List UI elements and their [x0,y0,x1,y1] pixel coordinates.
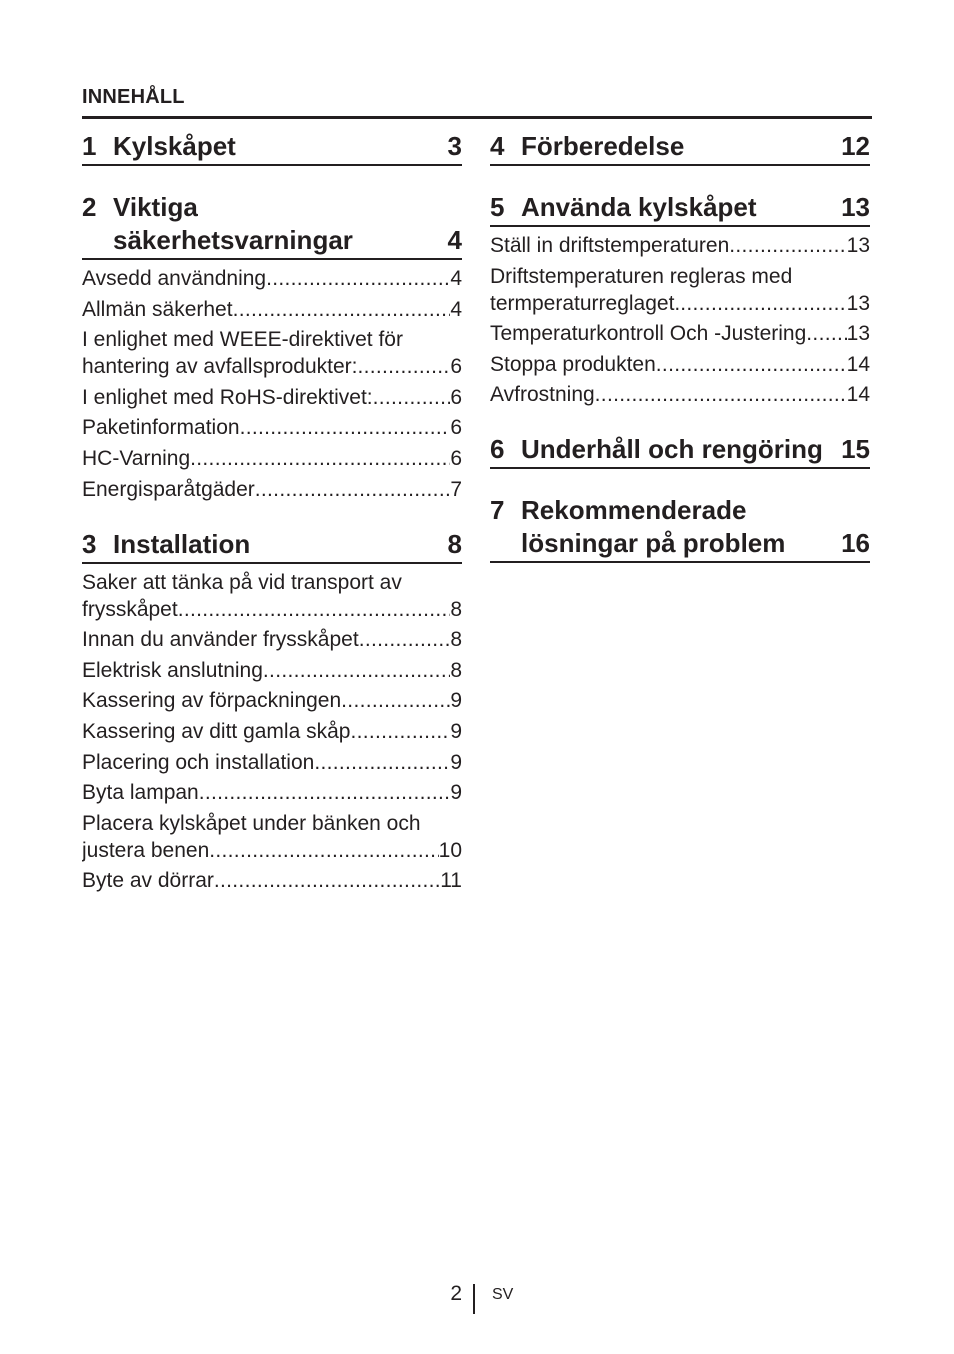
toc-entry[interactable] [82,476,462,503]
entry-page: 9 [450,750,462,774]
toc-entry[interactable] [82,296,462,323]
entry-page: 4 [450,267,462,290]
section-title [490,191,757,224]
page-number: 2 [450,1282,462,1305]
section-title-text [521,494,785,560]
entry-line [82,476,462,503]
entry-text: Innan du använder frysskåpet [82,628,359,652]
section-title [82,130,236,163]
dot-leader [656,351,847,378]
section-page: 8 [447,528,462,559]
toc-entry[interactable] [490,263,870,317]
entry-page: 6 [450,385,462,409]
section-number: 1 [82,131,97,161]
dot-leader [255,476,451,503]
dot-leader [350,718,450,745]
entry-line [82,837,462,864]
entry-line [82,867,462,894]
entry-text: HC-Varning [82,446,191,470]
toc-column-left [82,130,462,919]
toc-entry[interactable] [82,326,462,380]
section-page: 16 [841,528,870,559]
section-page: 12 [841,131,870,161]
section-heading[interactable] [82,130,462,166]
entry-text-line: Driftstemperaturen regleras med [490,264,793,288]
toc-entry[interactable] [82,265,462,292]
entry-text: Elektrisk anslutning [82,658,263,682]
entry-text: termperaturreglaget. [490,291,681,315]
entry-line [82,384,462,411]
dot-leader [209,837,438,864]
dot-leader [358,353,451,380]
entry-text: I enlighet med RoHS-direktivet: [82,385,373,409]
dot-leader [266,265,450,292]
section-title [490,433,823,466]
section-number: 4 [490,131,505,161]
toc-heading: INNEHÅLL [82,86,185,108]
entry-page: 6 [450,355,462,379]
entry-page: 13 [846,322,870,346]
toc-entry[interactable] [82,414,462,441]
entry-page: 9 [450,781,462,805]
dot-leader [233,296,451,323]
entry-text: Energisparåtgäder [82,477,255,501]
entry-page: 6 [450,416,462,440]
entry-page: 13 [846,291,870,315]
entry-page: 14 [846,352,870,376]
section-number: 3 [82,528,97,559]
page-footer [0,1282,954,1316]
dot-leader [214,867,440,894]
section-heading[interactable] [490,191,870,227]
entry-page: 13 [846,234,870,257]
entry-line [82,626,462,653]
section-title [490,494,785,560]
section-number: 5 [490,192,505,222]
toc-entry[interactable] [490,320,870,347]
entry-text: Avsedd användning [82,267,267,290]
entry-line [82,779,462,806]
section-page: 3 [447,131,462,161]
section-number: 6 [490,434,505,465]
entry-text-line: Saker att tänka på vid transport av [82,570,402,594]
entry-page: 10 [438,838,462,862]
section-title [82,191,353,257]
toc-entry[interactable] [82,687,462,714]
dot-leader [314,749,450,776]
heading-rule [82,116,872,119]
dot-leader [263,657,450,684]
entry-page: 11 [440,869,462,893]
entry-line [82,353,462,380]
toc-entry[interactable] [82,810,462,864]
dot-leader [729,232,846,259]
entry-line [82,718,462,745]
entry-text: Stoppa produkten [490,352,656,376]
section-title-text: Använda kylskåpet [521,192,757,222]
toc-entry[interactable] [82,749,462,776]
section-title-text [113,191,353,257]
entry-line [490,320,870,347]
toc-entry[interactable] [490,232,870,259]
toc-section-2[interactable] [82,191,462,503]
section-heading[interactable] [490,130,870,166]
entry-line [82,445,462,472]
section-page: 15 [841,434,870,465]
toc-entry[interactable] [82,779,462,806]
entry-page: 7 [450,477,462,501]
section-heading[interactable] [490,494,870,563]
dot-leader [240,414,451,441]
entry-text: Kassering av förpackningen [82,689,342,713]
entry-text: Allmän säkerhet [82,297,233,321]
toc-section-6[interactable] [490,433,870,469]
dot-leader [341,687,450,714]
dot-leader [595,381,847,408]
entry-text: Temperaturkontroll Och -Justering [490,322,807,346]
section-title [82,528,250,561]
toc-entry[interactable] [490,381,870,408]
toc-entry[interactable] [82,445,462,472]
entry-line [82,596,462,623]
dot-leader [373,384,451,411]
entry-page: 14 [846,383,870,407]
entry-text: Kassering av ditt gamla skåp [82,719,351,743]
toc-entry[interactable] [82,657,462,684]
entry-text: Avfrostning [490,383,595,407]
entry-page: 9 [450,719,462,743]
section-title-line: Rekommenderade [521,495,747,526]
toc-entry[interactable] [490,351,870,378]
entry-text: hantering av avfallsprodukter: [82,355,358,379]
section-title-text: Installation [113,528,251,559]
section-number: 2 [82,192,97,222]
toc-column-right [490,130,870,588]
toc-section-4[interactable] [490,130,870,166]
toc-entry[interactable] [82,384,462,411]
entry-text: Ställ in driftstemperaturen [490,234,730,257]
dot-leader [359,626,451,653]
section-title-line: lösningar på problem [521,528,786,559]
toc-section-7[interactable] [490,494,870,563]
toc-section-5[interactable] [490,191,870,408]
section-title-text: Kylskåpet [113,131,236,161]
toc-section-1[interactable] [82,130,462,166]
section-title-line: Viktiga [113,192,198,222]
entry-text: Byte av dörrar [82,869,214,893]
section-title-text: Förberedelse [521,131,685,161]
dot-leader [806,320,846,347]
entry-page: 8 [450,597,462,621]
entry-text-line: Placera kylskåpet under bänken och [82,811,421,835]
toc-entry[interactable] [82,569,462,623]
entry-page: 8 [450,628,462,652]
section-heading[interactable] [490,433,870,469]
entry-text: justera benen [82,838,210,862]
language-code: SV [492,1286,514,1303]
section-page: 13 [841,192,870,222]
toc-entry[interactable] [82,626,462,653]
entry-line [490,351,870,378]
entry-text: Byta lampan [82,781,199,805]
section-page: 4 [447,225,462,255]
entry-line [490,381,870,408]
entry-text: Placering och installation [82,750,315,774]
section-number: 7 [490,495,505,526]
entry-line [82,414,462,441]
entry-line [490,232,870,259]
section-title-text: Underhåll och rengöring [521,434,823,465]
section-title-line: säkerhetsvarningar [113,225,353,255]
footer-divider [473,1284,475,1314]
entry-page: 9 [450,689,462,713]
entry-text-line: I enlighet med WEEE-direktivet för [82,328,403,352]
toc-entry[interactable] [82,867,462,894]
section-heading[interactable] [82,528,462,564]
entry-page: 6 [450,446,462,470]
entry-line [82,749,462,776]
toc-entry[interactable] [82,718,462,745]
entry-text: frysskåpet [82,597,178,621]
entry-text: Paketinformation [82,416,240,440]
section-heading[interactable] [82,191,462,260]
entry-line [82,265,462,292]
dot-leader [190,445,450,472]
dot-leader [680,290,846,317]
entry-line [490,290,870,317]
dot-leader [199,779,451,806]
entry-line [82,687,462,714]
entry-line [82,657,462,684]
dot-leader [178,596,451,623]
section-title [490,130,684,163]
entry-page: 8 [450,658,462,682]
entry-page: 4 [450,297,462,321]
entry-line [82,296,462,323]
toc-section-3[interactable] [82,528,462,895]
